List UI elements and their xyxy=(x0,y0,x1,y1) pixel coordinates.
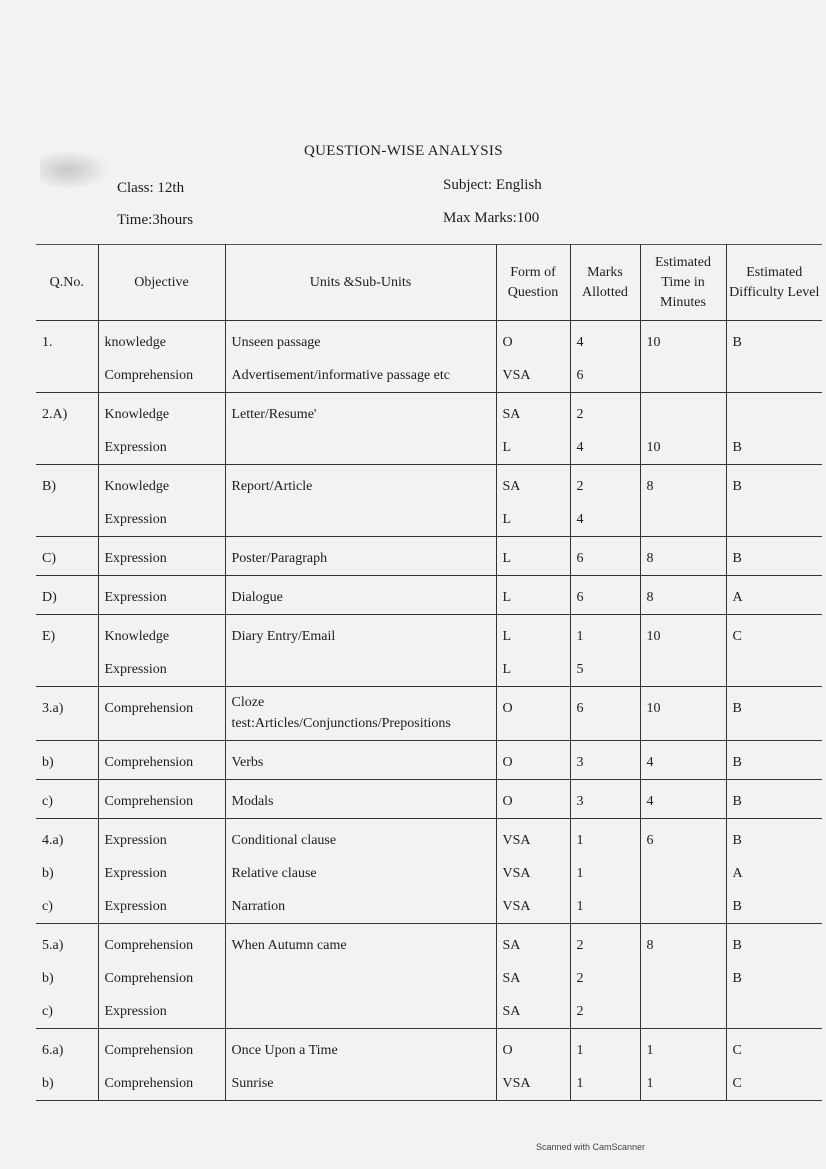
cell-line: 2 xyxy=(576,479,584,494)
cell-line: 1 xyxy=(646,1043,654,1058)
cell-marks xyxy=(570,615,640,687)
cell-line: 2 xyxy=(576,971,584,986)
cell-line: SA xyxy=(502,479,521,494)
cell-units xyxy=(225,780,496,819)
class-label: Class: 12th xyxy=(117,180,185,196)
cell-objective xyxy=(98,465,225,537)
cell-time xyxy=(640,819,726,924)
cell-line: 1 xyxy=(576,1076,584,1091)
cell-line: c) xyxy=(42,899,53,914)
cell-line: 5 xyxy=(576,662,584,677)
cell-line: Comprehension xyxy=(104,794,194,809)
cell-line: b) xyxy=(42,866,54,881)
cell-qno xyxy=(36,780,98,819)
cell-line: L xyxy=(502,590,512,605)
cell-form xyxy=(496,687,570,741)
table-row xyxy=(36,819,822,924)
cell-line: A xyxy=(732,866,743,881)
question-analysis-table xyxy=(36,244,822,1101)
cell-objective xyxy=(98,687,225,741)
cell-level xyxy=(726,1029,822,1101)
cell-objective xyxy=(98,780,225,819)
cell-line: Unseen passage xyxy=(231,335,321,350)
cell-line: B xyxy=(732,335,742,350)
cell-line: L xyxy=(502,662,512,677)
cell-line: L xyxy=(502,512,512,527)
cell-line: VSA xyxy=(502,866,531,881)
cell-line: Knowledge xyxy=(104,629,170,644)
cell-time xyxy=(640,465,726,537)
time-label: Time:3hours xyxy=(117,212,194,228)
cell-objective xyxy=(98,537,225,576)
cell-line: 4 xyxy=(646,794,654,809)
cell-line: C xyxy=(732,629,742,644)
cell-line: Comprehension xyxy=(104,938,194,953)
cell-line: Verbs xyxy=(231,755,264,770)
table-row xyxy=(36,615,822,687)
cell-line: O xyxy=(502,755,513,770)
cell-line: B xyxy=(732,440,742,455)
cell-form xyxy=(496,321,570,393)
cell-marks xyxy=(570,819,640,924)
cell-line: Advertisement/informative passage etc xyxy=(231,368,450,383)
cell-form xyxy=(496,465,570,537)
cell-marks xyxy=(570,1029,640,1101)
cell-line: B) xyxy=(42,479,56,494)
cell-qno xyxy=(36,924,98,1029)
cell-level xyxy=(726,393,822,465)
cell-line: 4 xyxy=(576,512,584,527)
cell-line: A xyxy=(732,590,743,605)
cell-marks xyxy=(570,687,640,741)
cell-line: 5.a) xyxy=(42,938,64,953)
cell-line: Comprehension xyxy=(104,1076,194,1091)
table-row xyxy=(36,537,822,576)
cell-line: Expression xyxy=(104,551,167,566)
cell-level xyxy=(726,687,822,741)
cell-line: b) xyxy=(42,1076,54,1091)
cell-line: test:Articles/Conjunctions/Prepositions xyxy=(231,716,451,731)
cell-line: O xyxy=(502,335,513,350)
cell-line: 1 xyxy=(576,1043,584,1058)
cell-level xyxy=(726,615,822,687)
cell-qno xyxy=(36,741,98,780)
header-objective: Objective xyxy=(98,245,225,321)
cell-line: b) xyxy=(42,971,54,986)
cell-line: 6.a) xyxy=(42,1043,64,1058)
cell-line: C xyxy=(732,1076,742,1091)
cell-line: Expression xyxy=(104,512,167,527)
cell-units xyxy=(225,819,496,924)
cell-line: Comprehension xyxy=(104,368,194,383)
subject-label: Subject: English xyxy=(443,177,542,193)
cell-line: 8 xyxy=(646,938,654,953)
cell-objective xyxy=(98,819,225,924)
cell-line: knowledge xyxy=(104,335,166,350)
cell-line: Sunrise xyxy=(231,1076,274,1091)
cell-time xyxy=(640,537,726,576)
cell-line: 1. xyxy=(42,335,53,350)
cell-line: 1 xyxy=(576,629,584,644)
cell-line: 3.a) xyxy=(42,701,64,716)
table-row xyxy=(36,1029,822,1101)
cell-line: 4 xyxy=(646,755,654,770)
scan-smudge xyxy=(40,150,110,190)
cell-marks xyxy=(570,780,640,819)
cell-line: 6 xyxy=(576,551,584,566)
cell-line: 10 xyxy=(646,701,661,716)
cell-qno xyxy=(36,819,98,924)
cell-line: Narration xyxy=(231,899,286,914)
cell-objective xyxy=(98,393,225,465)
table-row xyxy=(36,393,822,465)
cell-line: 3 xyxy=(576,755,584,770)
cell-line: 6 xyxy=(576,368,584,383)
cell-line: 2 xyxy=(576,938,584,953)
cell-line: E) xyxy=(42,629,56,644)
cell-line: Expression xyxy=(104,833,167,848)
cell-form xyxy=(496,1029,570,1101)
cell-marks xyxy=(570,924,640,1029)
cell-time xyxy=(640,321,726,393)
cell-line: VSA xyxy=(502,368,531,383)
cell-line: Once Upon a Time xyxy=(231,1043,338,1058)
document-title: QUESTION-WISE ANALYSIS xyxy=(304,143,503,159)
cell-line: Comprehension xyxy=(104,755,194,770)
cell-units xyxy=(225,741,496,780)
cell-line: 1 xyxy=(576,899,584,914)
cell-line: 8 xyxy=(646,551,654,566)
cell-line: O xyxy=(502,794,513,809)
cell-line: B xyxy=(732,551,742,566)
table-row xyxy=(36,321,822,393)
cell-marks xyxy=(570,321,640,393)
cell-line: 10 xyxy=(646,440,661,455)
cell-time xyxy=(640,687,726,741)
cell-form xyxy=(496,780,570,819)
cell-line: Cloze xyxy=(231,695,265,710)
cell-line: 2 xyxy=(576,407,584,422)
cell-time xyxy=(640,615,726,687)
cell-line: 1 xyxy=(646,1076,654,1091)
cell-line: O xyxy=(502,701,513,716)
cell-line: Modals xyxy=(231,794,274,809)
cell-line: 6 xyxy=(646,833,654,848)
cell-line: 6 xyxy=(576,590,584,605)
cell-form xyxy=(496,615,570,687)
cell-objective xyxy=(98,615,225,687)
header-qno: Q.No. xyxy=(49,274,84,290)
cell-level xyxy=(726,576,822,615)
cell-units xyxy=(225,465,496,537)
header-level: Estimated Difficulty Level xyxy=(726,245,822,321)
cell-objective xyxy=(98,1029,225,1101)
cell-line: Letter/Resume' xyxy=(231,407,317,422)
cell-form xyxy=(496,393,570,465)
cell-time xyxy=(640,1029,726,1101)
cell-units xyxy=(225,615,496,687)
cell-objective xyxy=(98,741,225,780)
cell-level xyxy=(726,741,822,780)
cell-line: B xyxy=(732,701,742,716)
cell-line: Poster/Paragraph xyxy=(231,551,328,566)
cell-line: B xyxy=(732,938,742,953)
cell-line: b) xyxy=(42,755,54,770)
cell-line: Expression xyxy=(104,440,167,455)
cell-level xyxy=(726,537,822,576)
cell-line: L xyxy=(502,440,512,455)
cell-qno xyxy=(36,465,98,537)
cell-time xyxy=(640,780,726,819)
cell-line: Comprehension xyxy=(104,971,194,986)
cell-form xyxy=(496,741,570,780)
table-row xyxy=(36,924,822,1029)
cell-form xyxy=(496,537,570,576)
cell-line: Diary Entry/Email xyxy=(231,629,336,644)
cell-line: 3 xyxy=(576,794,584,809)
cell-line: c) xyxy=(42,1004,53,1019)
cell-line: SA xyxy=(502,971,521,986)
cell-line: 4.a) xyxy=(42,833,64,848)
cell-line xyxy=(647,398,726,431)
cell-units xyxy=(225,576,496,615)
cell-line: VSA xyxy=(502,1076,531,1091)
table-header-row xyxy=(36,245,822,321)
cell-units xyxy=(225,321,496,393)
cell-line: Knowledge xyxy=(104,479,170,494)
cell-line: L xyxy=(502,551,512,566)
cell-level xyxy=(726,819,822,924)
cell-form xyxy=(496,576,570,615)
cell-line: SA xyxy=(502,1004,521,1019)
cell-qno xyxy=(36,537,98,576)
cell-line: 8 xyxy=(646,479,654,494)
cell-line: L xyxy=(502,629,512,644)
max-marks-label: Max Marks:100 xyxy=(443,210,540,226)
cell-qno xyxy=(36,321,98,393)
cell-units xyxy=(225,1029,496,1101)
cell-line: 4 xyxy=(576,440,584,455)
cell-line: 10 xyxy=(646,629,661,644)
table-row xyxy=(36,687,822,741)
cell-qno xyxy=(36,576,98,615)
cell-objective xyxy=(98,321,225,393)
table-row xyxy=(36,741,822,780)
cell-line: 10 xyxy=(646,335,661,350)
cell-line: Relative clause xyxy=(231,866,317,881)
cell-line xyxy=(733,398,823,431)
cell-marks xyxy=(570,537,640,576)
cell-units xyxy=(225,537,496,576)
cell-line: Dialogue xyxy=(231,590,283,605)
header-time: Estimated Time in Minutes xyxy=(640,245,726,321)
cell-line: Conditional clause xyxy=(231,833,337,848)
cell-line: B xyxy=(732,899,742,914)
cell-qno xyxy=(36,393,98,465)
cell-units xyxy=(225,393,496,465)
cell-line: B xyxy=(732,755,742,770)
cell-marks xyxy=(570,465,640,537)
cell-line: 1 xyxy=(576,833,584,848)
cell-level xyxy=(726,321,822,393)
cell-marks xyxy=(570,393,640,465)
cell-line: 1 xyxy=(576,866,584,881)
cell-line: Expression xyxy=(104,899,167,914)
table-row xyxy=(36,465,822,537)
cell-line: 2 xyxy=(576,1004,584,1019)
cell-qno xyxy=(36,687,98,741)
cell-time xyxy=(640,393,726,465)
cell-form xyxy=(496,924,570,1029)
cell-line: VSA xyxy=(502,899,531,914)
cell-line: Expression xyxy=(104,590,167,605)
cell-line: C) xyxy=(42,551,56,566)
cell-marks xyxy=(570,741,640,780)
cell-time xyxy=(640,924,726,1029)
cell-line: When Autumn came xyxy=(231,938,347,953)
cell-time xyxy=(640,741,726,780)
cell-line: D) xyxy=(42,590,57,605)
cell-level xyxy=(726,924,822,1029)
cell-line: SA xyxy=(502,407,521,422)
cell-line: Comprehension xyxy=(104,701,194,716)
table-body xyxy=(36,321,822,1101)
cell-units xyxy=(225,924,496,1029)
cell-objective xyxy=(98,576,225,615)
cell-line: 4 xyxy=(576,335,584,350)
table-row xyxy=(36,780,822,819)
cell-level xyxy=(726,780,822,819)
cell-line: 6 xyxy=(576,701,584,716)
cell-line: C xyxy=(732,1043,742,1058)
cell-line: O xyxy=(502,1043,513,1058)
cell-marks xyxy=(570,576,640,615)
cell-line: c) xyxy=(42,794,53,809)
cell-line: Expression xyxy=(104,662,167,677)
header-form: Form of Question xyxy=(496,245,570,321)
cell-line: Comprehension xyxy=(104,1043,194,1058)
cell-line: B xyxy=(732,794,742,809)
cell-line: VSA xyxy=(502,833,531,848)
cell-line: 8 xyxy=(646,590,654,605)
cell-line: Expression xyxy=(104,1004,167,1019)
cell-qno xyxy=(36,1029,98,1101)
cell-units xyxy=(225,687,496,741)
cell-form xyxy=(496,819,570,924)
header-marks: Marks Allotted xyxy=(570,245,640,321)
cell-time xyxy=(640,576,726,615)
cell-line: SA xyxy=(502,938,521,953)
table-row xyxy=(36,576,822,615)
cell-qno xyxy=(36,615,98,687)
cell-line: B xyxy=(732,971,742,986)
cell-objective xyxy=(98,924,225,1029)
cell-line: Knowledge xyxy=(104,407,170,422)
scanner-watermark: Scanned with CamScanner xyxy=(536,1142,646,1152)
header-units: Units &Sub-Units xyxy=(225,245,496,321)
cell-line: B xyxy=(732,833,742,848)
cell-line: Expression xyxy=(104,866,167,881)
cell-line: B xyxy=(732,479,742,494)
cell-line: 2.A) xyxy=(42,407,68,422)
cell-line: Report/Article xyxy=(231,479,313,494)
cell-level xyxy=(726,465,822,537)
